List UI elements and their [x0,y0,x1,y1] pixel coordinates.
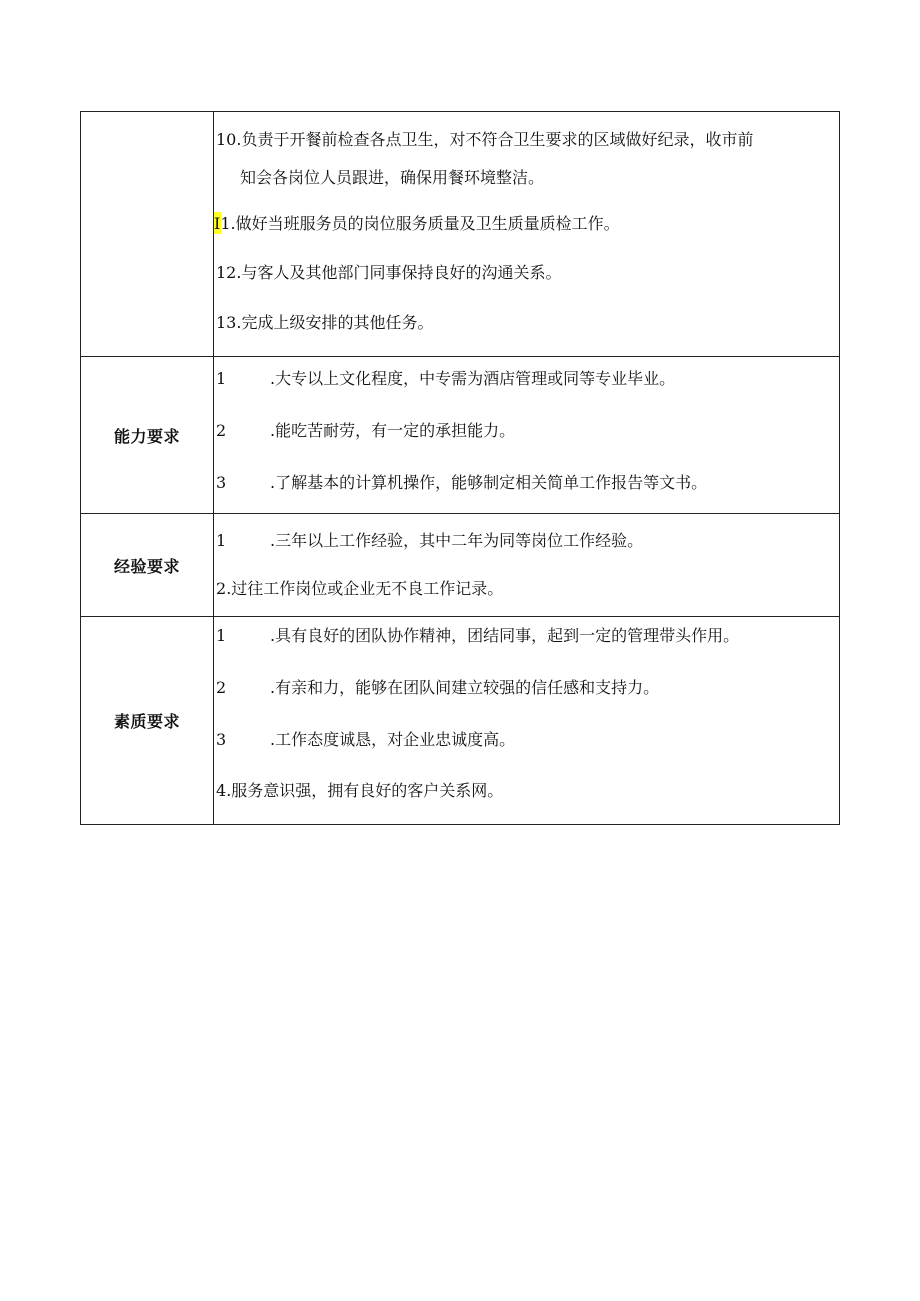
duties-row [81,112,840,357]
item-number: 1 [216,369,227,388]
list-item [216,577,831,601]
item-number: 2 [216,678,227,697]
list-item [216,728,831,752]
ability-content-cell [214,357,840,514]
list-item [216,529,831,553]
item-number: 1 [216,626,227,645]
duties-content-cell [214,112,840,357]
list-item [216,212,831,236]
item-text: .具有良好的团队协作精神，团结同事，起到一定的管理带头作用。 [270,626,740,645]
item-text: .完成上级安排的其他任务。 [236,312,434,332]
list-item [216,311,831,335]
list-item [216,676,831,700]
item-number: 1 [216,531,227,550]
list-item [216,367,831,391]
quality-label: 素质要求 [81,617,214,825]
item-text: .大专以上文化程度，中专需为酒店管理或同等专业毕业。 [270,369,676,388]
item-number: 4 [216,781,227,800]
experience-row [81,514,840,617]
item-text: .工作态度诚恳，对企业忠诚度高。 [270,730,516,749]
list-item [216,419,831,443]
duties-label-cell [81,112,214,357]
quality-content-cell [214,617,840,825]
experience-label: 经验要求 [81,514,214,617]
item-text-continued: 知会各岗位人员跟进，确保用餐环境整洁。 [240,167,545,187]
item-text: .了解基本的计算机操作，能够制定相关简单工作报告等文书。 [270,473,708,492]
item-text: .有亲和力，能够在团队间建立较强的信任感和支持力。 [270,678,660,697]
item-number: 13 [216,312,237,332]
item-number: 3 [216,473,227,492]
item-number: 2 [216,421,227,440]
item-text: .服务意识强，拥有良好的客户关系网。 [226,781,504,800]
experience-content-cell [214,514,840,617]
quality-row [81,617,840,825]
item-text: .做好当班服务员的岗位服务质量及卫生质量质检工作。 [230,213,620,233]
list-item [216,128,831,190]
item-number: 10 [216,129,237,149]
item-text: .过往工作岗位或企业无不良工作记录。 [226,579,504,598]
item-text: .负责于开餐前检查各点卫生，对不符合卫生要求的区域做好纪录，收市前 [236,129,754,149]
item-text: .与客人及其他部门同事保持良好的沟通关系。 [236,262,562,282]
list-item [216,624,831,648]
item-number: 3 [216,730,227,749]
ability-row [81,357,840,514]
list-item [216,471,831,495]
item-number: 12 [216,262,237,282]
item-number: 2 [216,579,227,598]
ability-label: 能力要求 [81,357,214,514]
job-requirements-table [80,111,840,825]
item-number: I1 [214,213,231,233]
list-item [216,779,831,803]
list-item [216,261,831,285]
item-text: .能吃苦耐劳，有一定的承担能力。 [270,421,516,440]
item-text: .三年以上工作经验，其中二年为同等岗位工作经验。 [270,531,644,550]
